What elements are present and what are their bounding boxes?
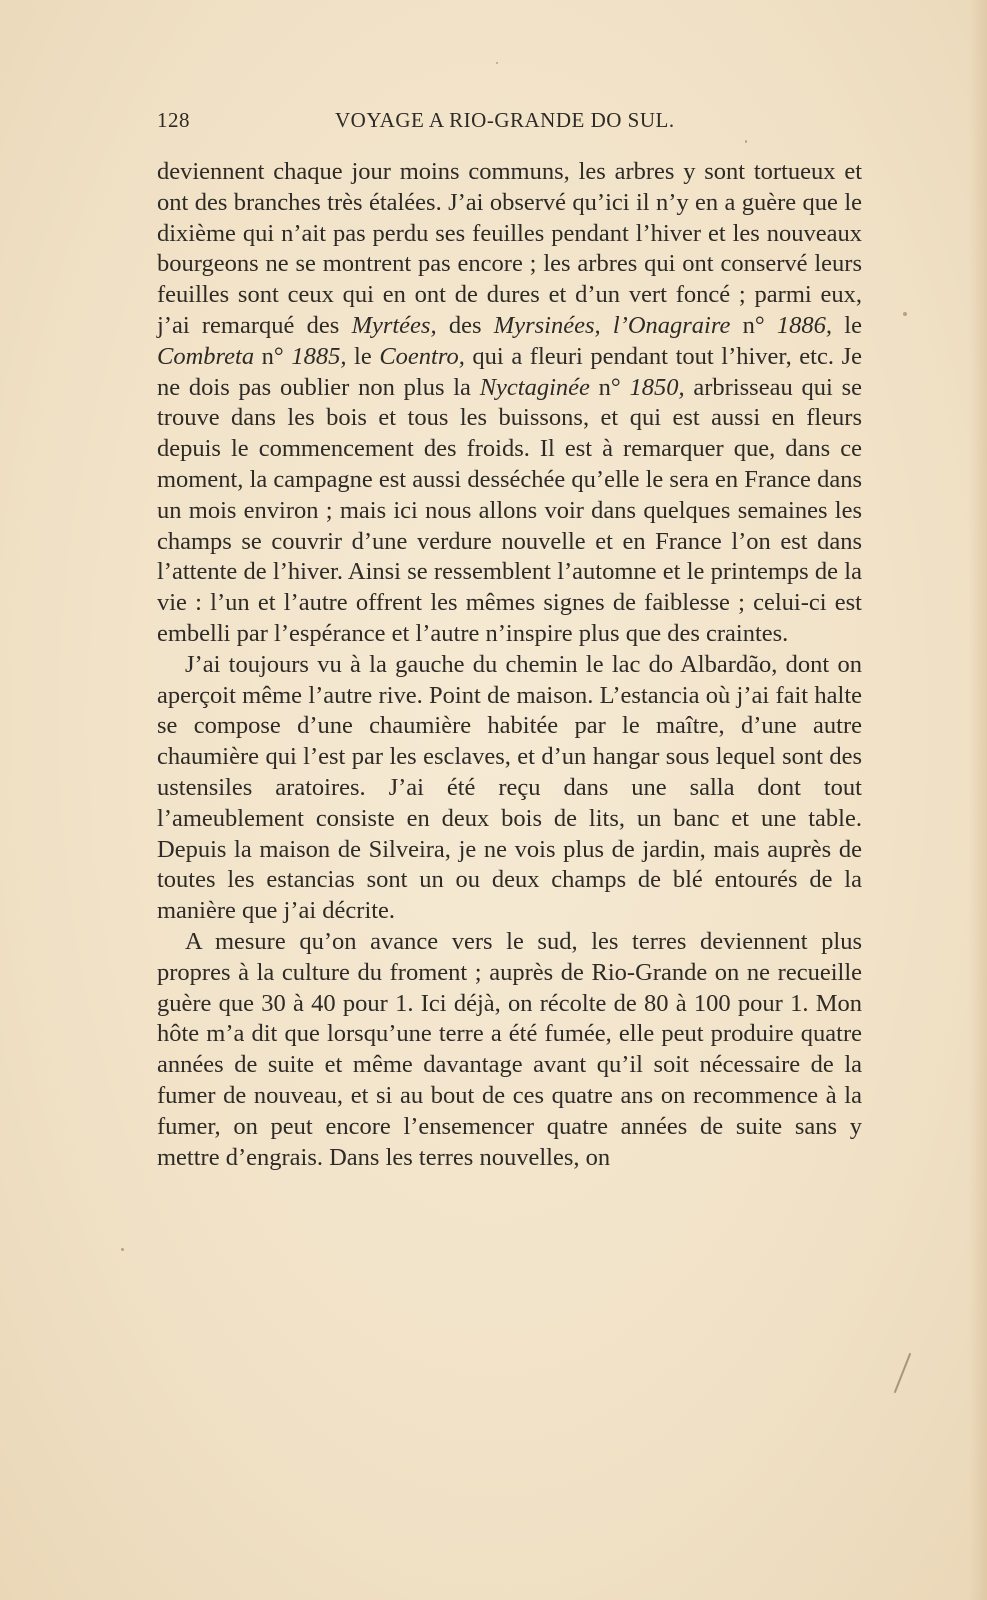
text-segment: le — [832, 311, 862, 339]
page-edge-shadow — [969, 0, 987, 1600]
italic-text-segment: Myrsinées, l’Onagraire — [493, 311, 731, 339]
running-head: VOYAGE A RIO-GRANDE DO SUL. — [335, 108, 675, 132]
italic-text-segment: Nyctaginée — [479, 373, 590, 401]
paragraph — [157, 927, 862, 1173]
italic-text-segment: 1850, — [629, 373, 685, 401]
page-header — [157, 108, 687, 138]
page-number: 128 — [157, 108, 190, 132]
italic-text-segment: Myrtées, — [351, 311, 437, 339]
text-segment: des — [436, 311, 494, 339]
text-segment: arbrisseau qui se trouve dans les bois et tous les buissons, et qui est aussi en fleurs depuis le commencement des froids. Il est à remarquer que, dans ce moment, la campagne est aussi desséchée qu’elle le sera en France dans un mois environ ; mais ici nous allons voir dans quelques semaines les champs se couvrir d’une verdure nouvelle et en France l’on est dans l’attente de l’hiver. Ainsi se ressemblent l’automne et le printemps de la vie : l’un et l’autre offrent les mêmes signes de faiblesse ; celui-ci est embelli par l’espérance et l’autre n’inspire plus que des craintes. — [157, 373, 862, 647]
italic-text-segment: 1886, — [776, 311, 833, 339]
text-segment: n° — [254, 342, 292, 370]
pencil-mark-icon — [892, 1352, 912, 1396]
text-segment: deviennent chaque jour moins communs, les arbres y sont tortueux et ont des branches très étalées. J’ai observé qu’ici il n’y en a guère que le dixième qui n’ait pas perdu ses feuilles pendant l’hiver et les nouveaux bourgeons ne se montrent pas encore ; les arbres qui ont conservé leurs feuilles sont ceux qui en ont de dures et d’un vert foncé ; parmi eux, j’ai remarqué des — [157, 158, 862, 339]
text-segment: n° — [589, 373, 630, 401]
text-segment: le — [346, 342, 380, 370]
paragraph — [157, 650, 862, 927]
text-segment: A mesure qu’on avance vers le sud, les terres deviennent plus propres à la culture du froment ; auprès de Rio-Grande on ne recueille guère que 30 à 40 pour 1. Ici déjà, on récolte de 80 à 100 pour 1. Mon hôte m’a dit que lorsqu’une terre a été fumée, elle peut produire quatre années de suite et même davantage avant qu’il soit nécessaire de la fumer de nouveau, et si au bout de ces quatre ans on recommence à la fumer, on peut encore l’ensemencer quatre années de suite sans y mettre d’engrais. Dans les terres nouvelles, on — [157, 927, 862, 1171]
text-segment: J’ai toujours vu à la gauche du chemin le lac do Albardão, dont on aperçoit même l’autre rive. Point de maison. L’estancia où j’ai fait halte se compose d’une chaumière habitée par le maître, d’une autre chaumière qui l’est par les esclaves, et d’un hangar sous lequel sont des ustensiles aratoires. J’ai été reçu dans une salla dont tout l’ameublement consiste en deux bois de lits, un banc et une table. Depuis la maison de Silveira, je ne vois plus de jardin, mais auprès de toutes les estancias sont un ou deux champs de blé entourés de la manière que j’ai décrite. — [157, 650, 862, 925]
text-segment: n° — [730, 311, 777, 339]
text-segment: qui a fleuri pendant tout l’hiver, etc. Je ne dois pas oublier non plus la — [157, 342, 862, 401]
italic-text-segment: Combreta — [157, 342, 255, 370]
italic-text-segment: Coentro, — [379, 342, 465, 370]
body-text — [157, 157, 862, 1173]
italic-text-segment: 1885, — [291, 342, 347, 370]
paragraph — [157, 157, 862, 650]
